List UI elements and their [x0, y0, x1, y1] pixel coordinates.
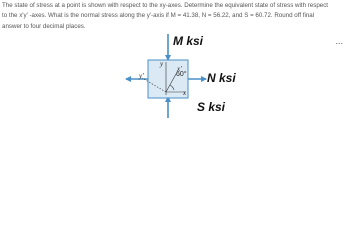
y-axis-label: y: [160, 60, 164, 68]
left-arrow-head: [125, 76, 131, 82]
stress-element: [148, 60, 188, 98]
bottom-stress-label: S ksi: [197, 100, 226, 114]
right-stress-label: N ksi: [207, 71, 236, 85]
x-axis-label: x: [183, 89, 187, 97]
y-prime-axis-label: y': [139, 72, 144, 80]
top-stress-label: M ksi: [173, 34, 204, 48]
question-text: The state of stress at a point is shown with respect to the xy-axes. Determine the equivalent state of stress with respect to the x'y' -axes. What is the normal stress along the y'-axis if M = 41.38, N = 56.22, and S = 60.72. Round off final answer to four decimal places.: [2, 2, 329, 30]
angle-label: 60°: [176, 71, 187, 78]
x-prime-axis-label: x': [177, 65, 182, 73]
more-options-icon[interactable]: ...: [335, 36, 343, 46]
